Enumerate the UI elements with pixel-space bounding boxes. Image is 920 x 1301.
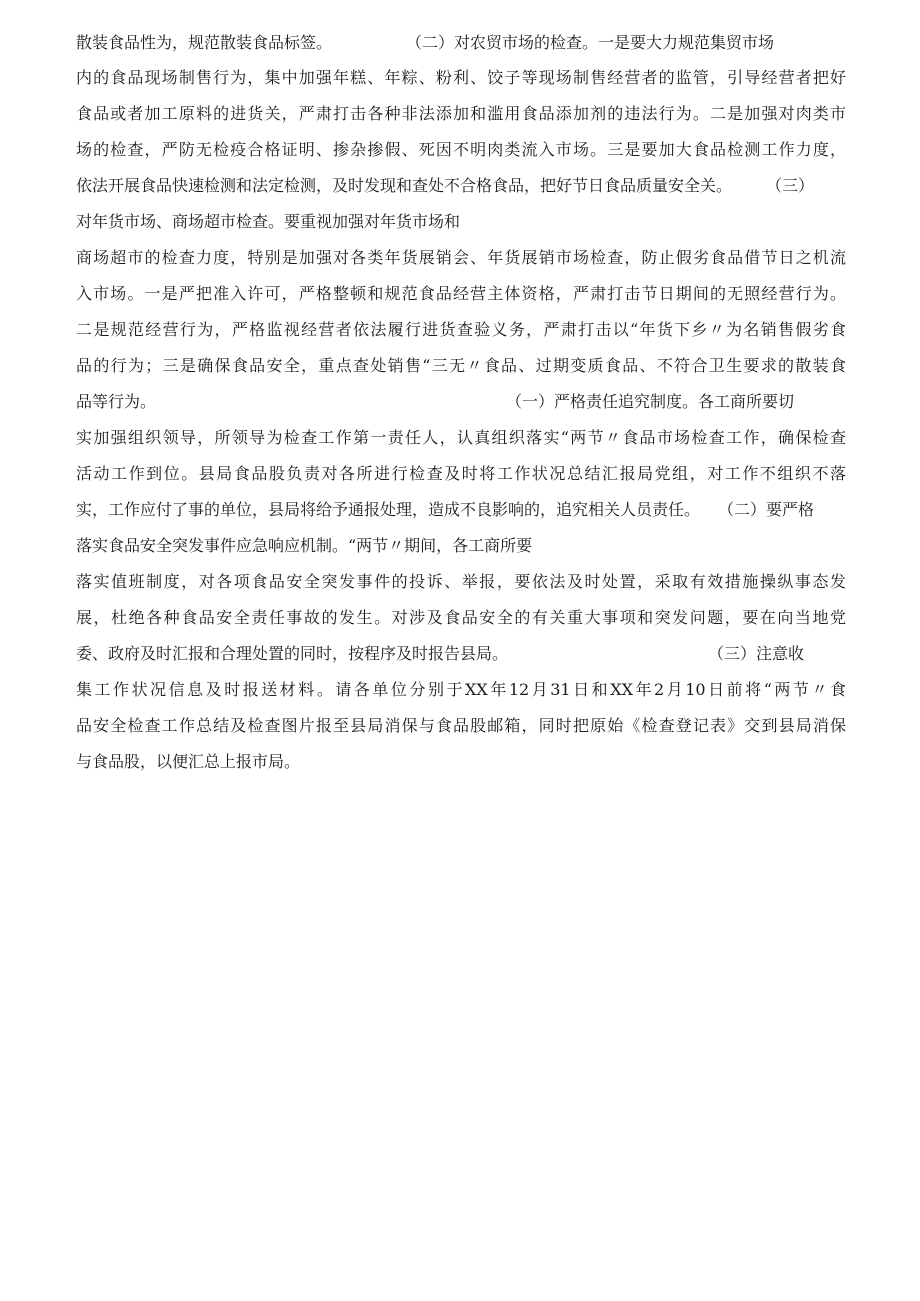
text-line [76, 312, 846, 348]
text-line [76, 564, 846, 600]
text-segment: 展，杜绝各种食品安全责任事故的发生。对涉及食品安全的有关重大事项和突发问题，要在向当地党 [76, 608, 846, 627]
text-line [76, 60, 846, 96]
text-line [76, 132, 846, 168]
text-line [76, 420, 846, 456]
text-segment: 活动工作到位。县局食品股负责对各所进行检查及时将工作状况总结汇报局党组，对工作不组织不落 [76, 464, 846, 483]
text-segment: （二）要严格 [718, 500, 815, 519]
text-line [76, 240, 846, 276]
text-line [76, 600, 846, 636]
text-line [76, 25, 846, 61]
text-segment: 内的食品现场制售行为，集中加强年糕、年粽、粉利、饺子等现场制售经营者的监管，引导经营者把好 [76, 68, 846, 87]
text-segment: 落实食品安全突发事件应急响应机制。“两节〃期间，各工商所要 [76, 536, 533, 555]
text-line [76, 744, 846, 780]
text-segment: 二是规范经营行为，严格监视经营者依法履行进货查验义务，严肃打击以“年货下乡〃为名销售假劣食 [76, 320, 846, 339]
text-segment: 对年货市场、商场超市检查。要重视加强对年货市场和 [76, 212, 461, 231]
text-segment: 实加强组织领导，所领导为检查工作第一责任人，认真组织落实“两节〃食品市场检查工作，确保检查 [76, 428, 846, 447]
text-segment: 委、政府及时汇报和合理处置的同时，按程序及时报告县局。 [76, 644, 509, 663]
text-line [76, 384, 846, 420]
text-segment: 依法开展食品快速检测和法定检测，及时发现和查处不合格食品，把好节日食品质量安全关。 [76, 176, 733, 195]
text-segment: 食品或者加工原料的进货关，严肃打击各种非法添加和滥用食品添加剂的违法行为。二是加强对肉类市 [76, 104, 846, 123]
text-line [76, 456, 846, 492]
text-segment: 品等行为。 [76, 392, 157, 411]
text-segment: 场的检查，严防无检疫合格证明、掺杂掺假、死因不明肉类流入市场。三是要加大食品检测工作力度， [76, 140, 846, 159]
text-line [76, 96, 846, 132]
text-segment: 入市场。一是严把准入许可，严格整顿和规范食品经营主体资格，严肃打击节日期间的无照经营行为。 [76, 284, 846, 303]
text-line [76, 276, 846, 312]
text-segment: （二）对农贸市场的检查。一是要大力规范集贸市场 [406, 33, 775, 52]
text-line [76, 348, 846, 384]
text-segment: （三） [766, 176, 815, 195]
text-line [76, 636, 846, 672]
text-segment: 落实值班制度，对各项食品安全突发事件的投诉、举报，要依法及时处置，采取有效措施操纵事态发 [76, 572, 846, 591]
text-line [76, 528, 846, 564]
text-segment: 商场超市的检查力度，特别是加强对各类年货展销会、年货展销市场检查，防止假劣食品借节日之机流 [76, 248, 846, 267]
text-segment: 实，工作应付了事的单位，县局将给予通报处理，造成不良影响的，追究相关人员责任。 [76, 500, 701, 519]
text-segment: 品安全检查工作总结及检查图片报至县局消保与食品股邮箱，同时把原始《检查登记表》交到县局消保 [76, 716, 846, 735]
text-segment: （三）注意收 [708, 644, 805, 663]
text-line [76, 492, 846, 528]
text-segment: 集工作状况信息及时报送材料。请各单位分别于XX年12月31日和XX年2月10日前将“两节〃食 [76, 680, 846, 699]
text-line [76, 168, 846, 204]
text-segment: 散装食品性为，规范散装食品标签。 [76, 33, 333, 52]
text-segment: （一）严格责任追究制度。各工商所要切 [506, 392, 795, 411]
text-line [76, 672, 846, 708]
text-segment: 与食品股，以便汇总上报市局。 [76, 752, 301, 771]
text-line [76, 204, 846, 240]
text-segment: 品的行为；三是确保食品安全，重点查处销售“三无〃食品、过期变质食品、不符合卫生要求的散装食 [76, 356, 846, 375]
text-line [76, 708, 846, 744]
